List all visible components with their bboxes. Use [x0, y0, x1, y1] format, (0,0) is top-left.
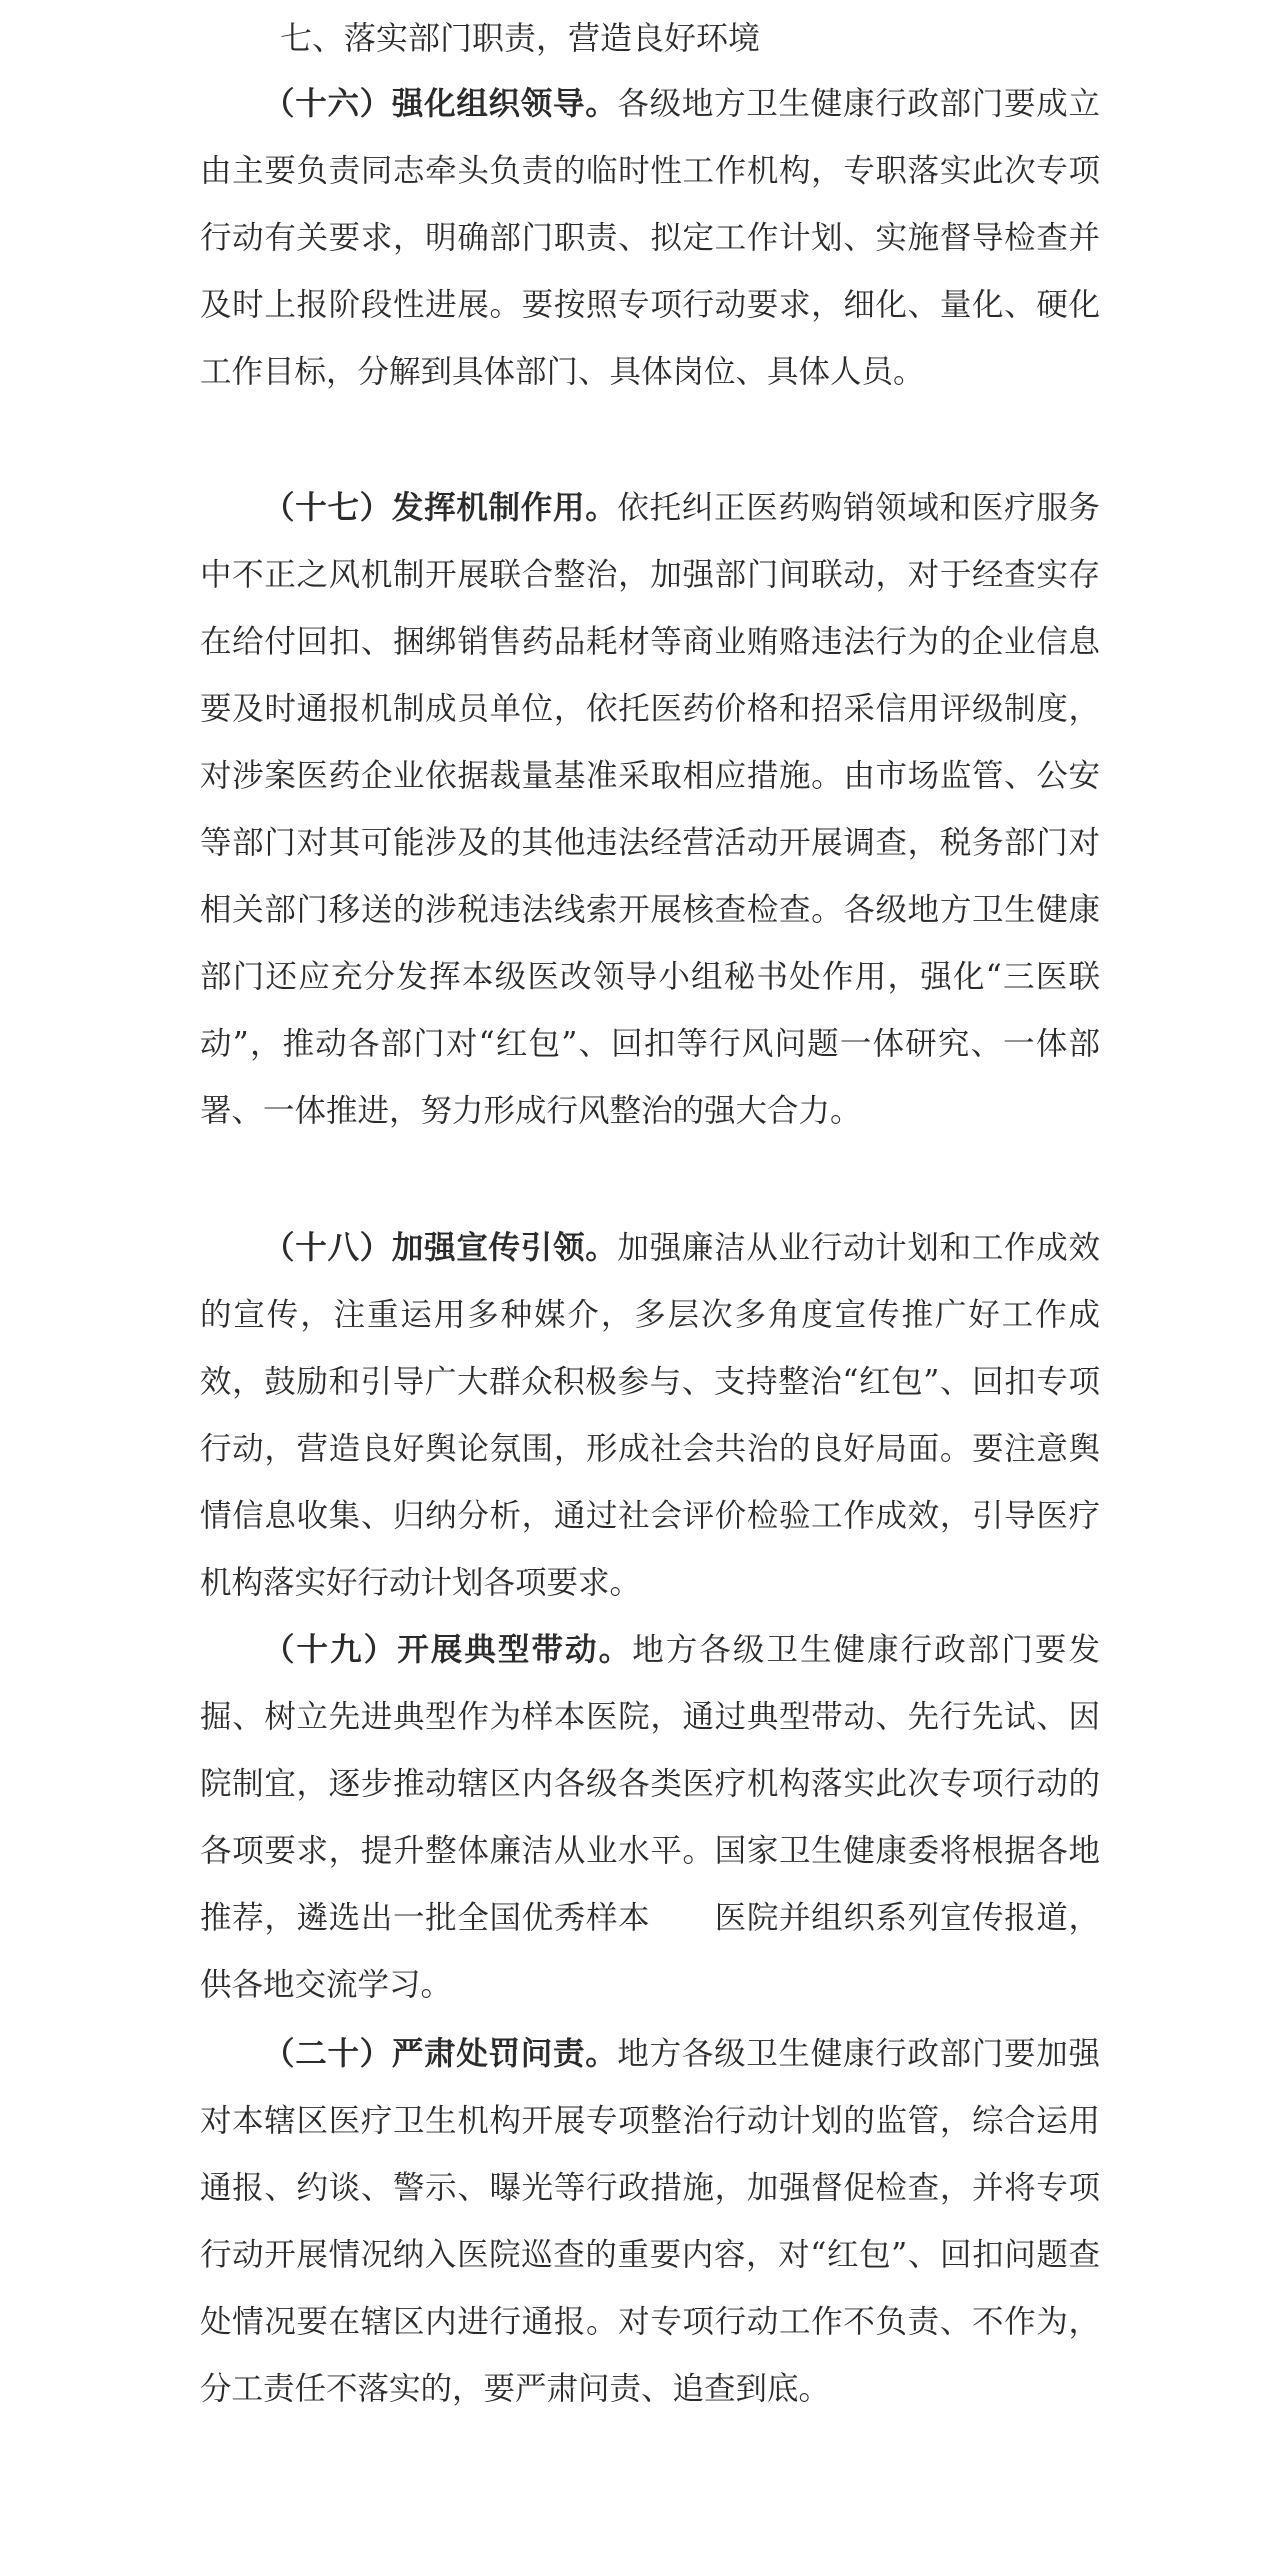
- paragraph-text: 依托纠正医药购销领域和医疗服务中不正之风机制开展联合整治，加强部门间联动，对于经查实存在给付回扣、捆绑销售药品耗材等商业贿赂违法行为的企业信息要及时通报机制成员单位，依托医药价格和招采信用评级制度，对涉案医药企业依据裁量基准采取相应措施。由市场监管、公安等部门对其可能涉及的其他违法经营活动开展调查，税务部门对相关部门移送的涉税违法线索开展核查检查。各级地方卫生健康部门还应充分发挥本级医改领导小组秘书处作用，强化“三医联动”，推动各部门对“红包”、回扣等行风问题一体研究、一体部署、一体推进，努力形成行风整治的强大合力。: [200, 490, 1100, 1129]
- paragraph-17: [200, 474, 1100, 1145]
- paragraph-20: [200, 2020, 1100, 2423]
- paragraph-text: 各级地方卫生健康行政部门要成立由主要负责同志牵头负责的临时性工作机构，专职落实此次专项行动有关要求，明确部门职责、拟定工作计划、实施督导检查并及时上报阶段性进展。要按照专项行动要求，细化、量化、硬化工作目标，分解到具体部门、具体岗位、具体人员。: [200, 86, 1100, 390]
- paragraph-lead: （十六）强化组织领导。: [263, 85, 618, 122]
- paragraph-lead: （十九）开展典型带动。: [263, 1631, 633, 1668]
- paragraph-16: [200, 70, 1100, 406]
- section-heading: 七、落实部门职责，营造良好环境: [280, 19, 761, 57]
- paragraph-lead: （二十）严肃处罚问责。: [263, 2035, 618, 2072]
- paragraph-19: [200, 1616, 1100, 2019]
- paragraph-text: 地方各级卫生健康行政部门要加强对本辖区医疗卫生机构开展专项整治行动计划的监管，综合运用通报、约谈、警示、曝光等行政措施，加强督促检查，并将专项行动开展情况纳入医院巡查的重要内容，对“红包”、回扣问题查处情况要在辖区内进行通报。对专项行动工作不负责、不作为，分工责任不落实的，要严肃问责、追查到底。: [200, 2036, 1100, 2407]
- paragraph-text: 加强廉洁从业行动计划和工作成效的宣传，注重运用多种媒介，多层次多角度宣传推广好工作成效，鼓励和引导广大群众积极参与、支持整治“红包”、回扣专项行动，营造良好舆论氛围，形成社会共治的良好局面。要注意舆情信息收集、归纳分析，通过社会评价检验工作成效，引导医疗机构落实好行动计划各项要求。: [200, 1230, 1100, 1601]
- paragraph-lead: （十八）加强宣传引领。: [263, 1229, 618, 1266]
- paragraph-18: [200, 1214, 1100, 1617]
- paragraph-text: 地方各级卫生健康行政部门要发掘、树立先进典型作为样本医院，通过典型带动、先行先试、因院制宜，逐步推动辖区内各级各类医疗机构落实此次专项行动的各项要求，提升整体廉洁从业水平。国家卫生健康委将根据各地推荐，遴选出一批全国优秀样本 医院并组织系列宣传报道，供各地交流学习。: [200, 1632, 1100, 2003]
- paragraph-lead: （十七）发挥机制作用。: [263, 489, 618, 526]
